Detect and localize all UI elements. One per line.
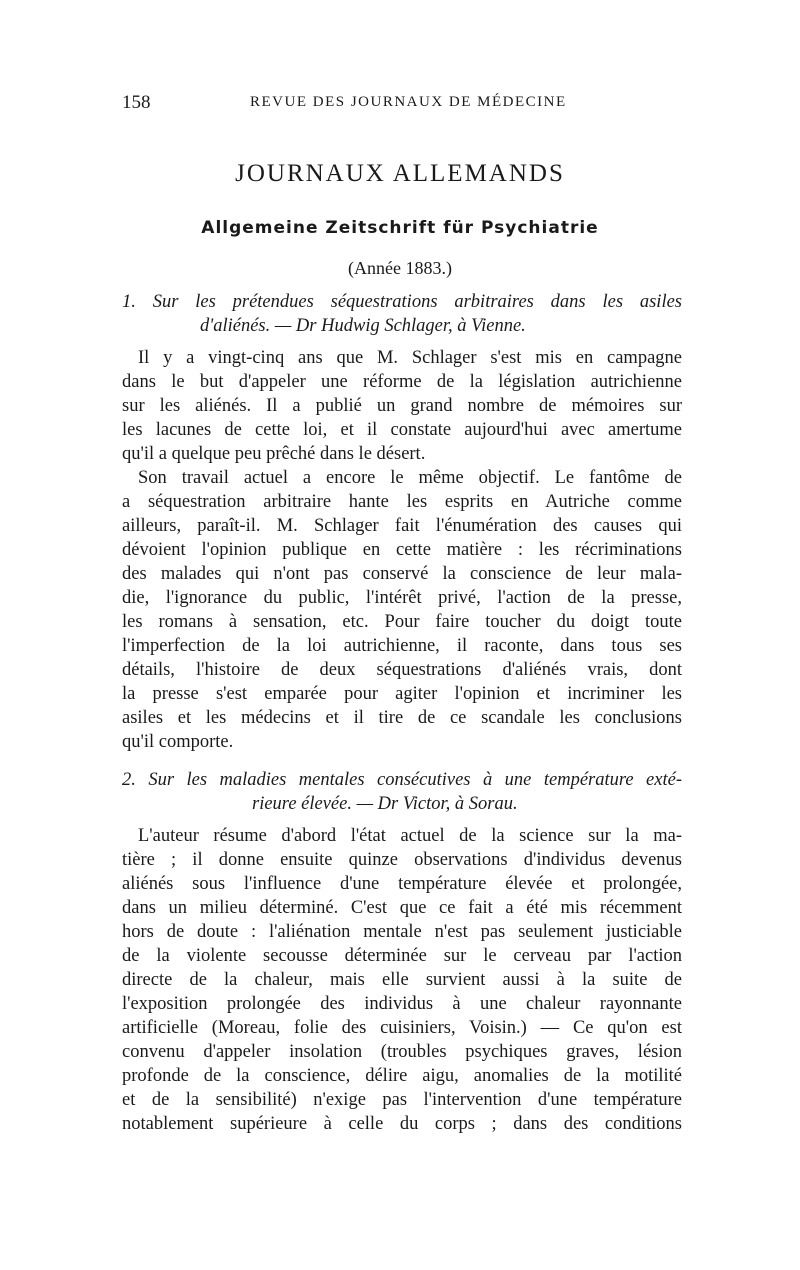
body-line: l'exposition prolongée des individus à une chaleur rayonnante [122,994,682,1014]
body-line: sur les aliénés. Il a publié un grand nombre de mémoires sur [122,396,682,416]
body-line: hors de doute : l'aliénation mentale n'est pas seulement justiciable [122,922,682,942]
body-line: L'auteur résume d'abord l'état actuel de la science sur la ma- [138,826,682,846]
article-title-line: d'aliénés. — Dr Hudwig Schlager, à Vienne. [200,316,526,336]
body-line: des malades qui n'ont pas conservé la conscience de leur mala- [122,564,682,584]
body-line: tière ; il donne ensuite quinze observations d'individus devenus [122,850,682,870]
body-line: l'imperfection de la loi autrichienne, il raconte, dans tous ses [122,636,682,656]
body-line: profonde de la conscience, délire aigu, anomalies de la motilité [122,1066,682,1086]
article-1-title [122,290,682,338]
article-title-line: 1. Sur les prétendues séquestrations arbitraires dans les asiles [122,292,682,312]
body-line: artificielle (Moreau, folie des cuisiniers, Voisin.) — Ce qu'on est [122,1018,682,1038]
body-line: die, l'ignorance du public, l'intérêt privé, l'action de la presse, [122,588,682,608]
body-line: aliénés sous l'influence d'une température élevée et prolongée, [122,874,682,894]
body-line: directe de la chaleur, mais elle survient aussi à la suite de [122,970,682,990]
page-number: 158 [122,92,151,113]
body-line: Il y a vingt-cinq ans que M. Schlager s'est mis en campagne [138,348,682,368]
section-title: JOURNAUX ALLEMANDS [235,160,565,187]
body-line: Son travail actuel a encore le même objectif. Le fantôme de [138,468,682,488]
body-line: dévoient l'opinion publique en cette matière : les récriminations [122,540,682,560]
body-line: les lacunes de cette loi, et il constate aujourd'hui avec amertume [122,420,682,440]
body-line: et de la sensibilité) n'exige pas l'intervention d'une température [122,1090,682,1110]
journal-year: (Année 1883.) [348,258,452,278]
body-line: a séquestration arbitraire hante les esprits en Autriche comme [122,492,682,512]
body-line: la presse s'est emparée pour agiter l'opinion et incriminer les [122,684,682,704]
body-line: notablement supérieure à celle du corps ; dans des conditions [122,1114,682,1134]
article-1-body [122,346,682,754]
journal-title: Allgemeine Zeitschrift für Psychiatrie [201,218,599,238]
body-line: ailleurs, paraît-il. M. Schlager fait l'énumération des causes qui [122,516,682,536]
article-title-line: 2. Sur les maladies mentales consécutives à une température exté- [122,770,682,790]
article-title-line: rieure élevée. — Dr Victor, à Sorau. [252,794,518,814]
body-line: de la violente secousse déterminée sur le cerveau par l'action [122,946,682,966]
body-line: détails, l'histoire de deux séquestrations d'aliénés vrais, dont [122,660,682,680]
article-2-body [122,824,682,1136]
running-head [122,92,682,116]
body-line: qu'il a quelque peu prêché dans le désert. [122,444,426,464]
body-line: convenu d'appeler insolation (troubles psychiques graves, lésion [122,1042,682,1062]
body-line: dans le but d'appeler une réforme de la législation autrichienne [122,372,682,392]
body-line: qu'il comporte. [122,732,234,752]
article-2-title [122,768,682,816]
body-line: dans un milieu déterminé. C'est que ce fait a été mis récemment [122,898,682,918]
body-line: asiles et les médecins et il tire de ce scandale les conclusions [122,708,682,728]
body-line: les romans à sensation, etc. Pour faire toucher du doigt toute [122,612,682,632]
running-title: REVUE DES JOURNAUX DE MÉDECINE [250,94,567,110]
